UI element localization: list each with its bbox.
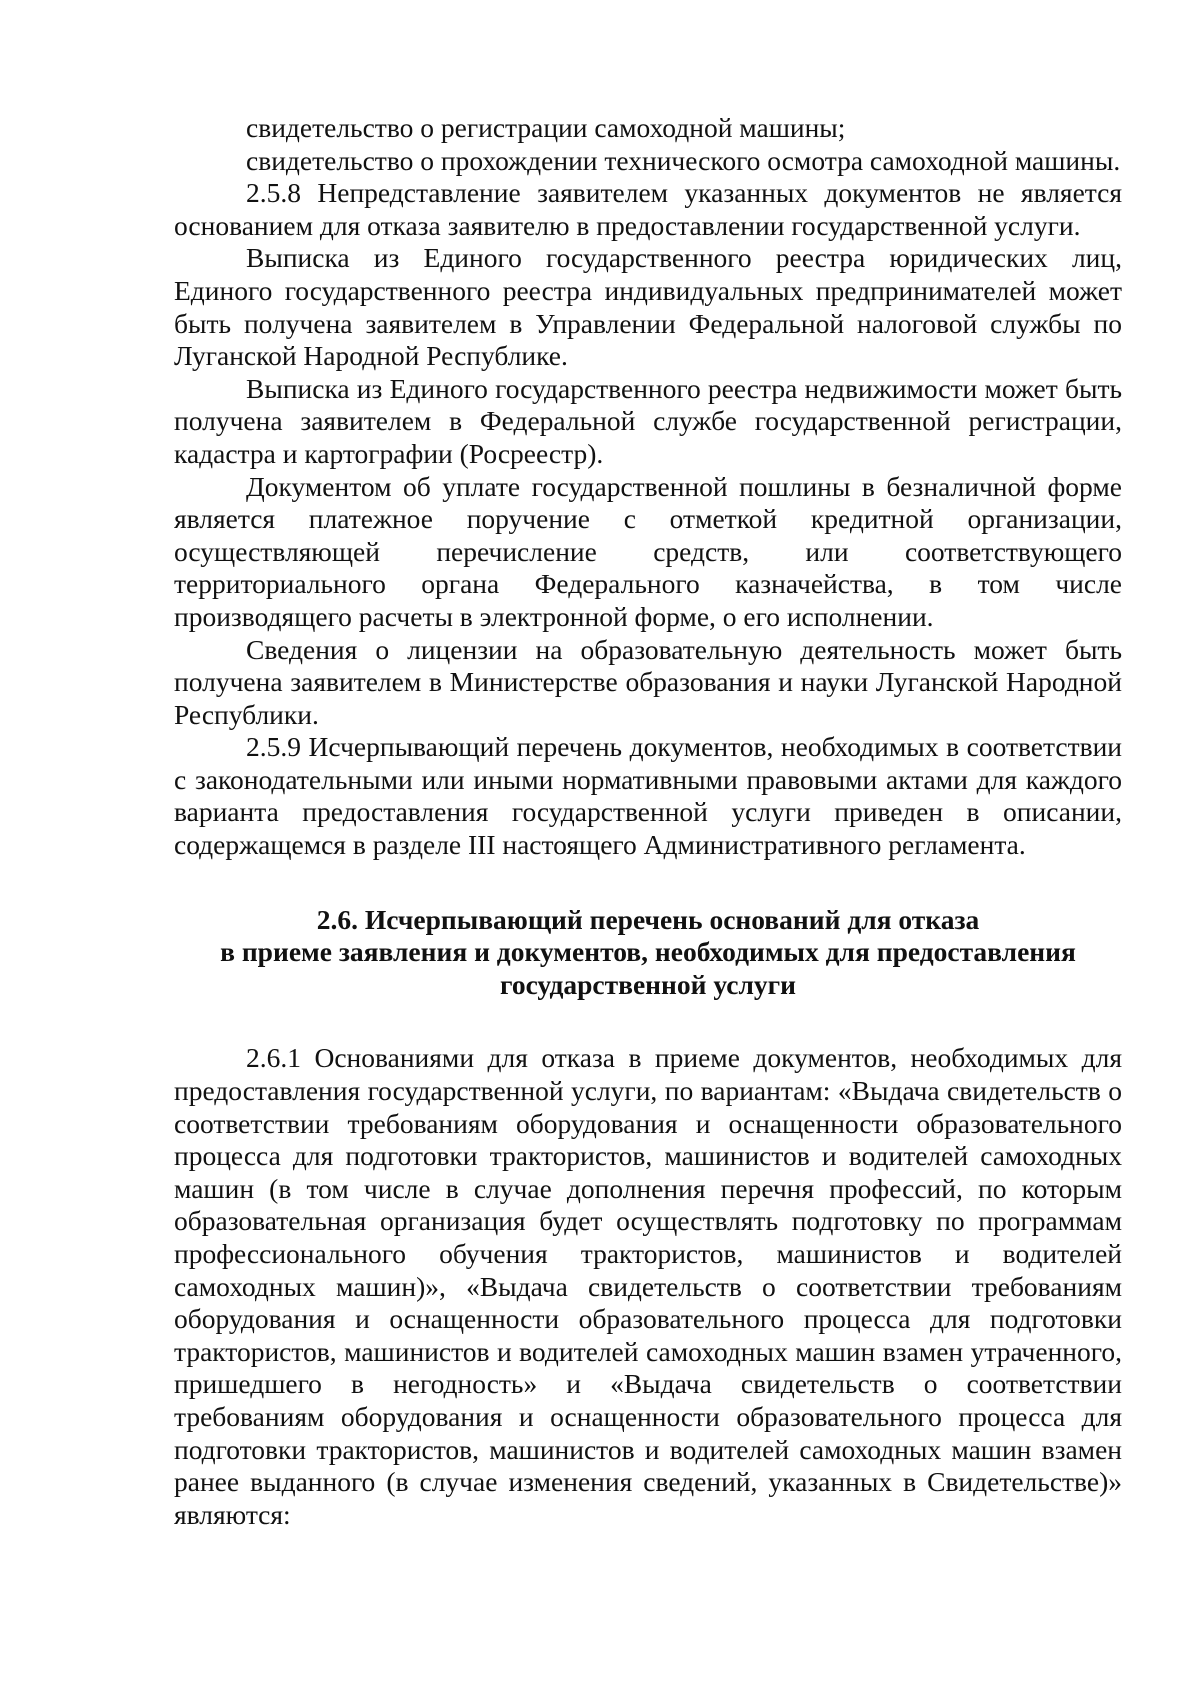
document-body: [174, 112, 1122, 1531]
paragraph-2-6-1: 2.6.1 Основаниями для отказа в приеме документов, необходимых для предоставления государственной услуги, по вариантам: «Выдача свидетельств о соответствии требованиям оборудования и оснащенности образовательного процесса для подготовки трактористов, машинистов и водителей самоходных машин (в том числе в случае дополнения перечня профессий, по которым образовательная организация будет осуществлять подготовку по программам профессионального обучения трактористов, машинистов и водителей самоходных машин)», «Выдача свидетельств о соответствии требованиям оборудования и оснащенности образовательного процесса для подготовки трактористов, машинистов и водителей самоходных машин взамен утраченного, пришедшего в негодность» и «Выдача свидетельств о соответствии требованиям оборудования и оснащенности образовательного процесса для подготовки трактористов, машинистов и водителей самоходных машин взамен ранее выданного (в случае изменения сведений, указанных в Свидетельстве)» являются:: [174, 1042, 1122, 1530]
paragraph-2-5-8: 2.5.8 Непредставление заявителем указанных документов не является основанием для отказа заявителю в предоставлении государственной услуги.: [174, 177, 1122, 241]
section-heading-line-1: 2.6. Исчерпывающий перечень оснований для отказа: [316, 903, 980, 935]
paragraph-egrul-extract: Выписка из Единого государственного реестра юридических лиц, Единого государственного реестра индивидуальных предпринимателей может быть получена заявителем в Управлении Федеральной налоговой службы по Луганской Народной Республике.: [174, 242, 1122, 372]
section-heading-2-6: [174, 904, 1122, 1002]
paragraph-fee-payment: Документом об уплате государственной пошлины в безналичной форме является платежное поручение с отметкой кредитной организации, осуществляющей перечисление средств, или соответствующего территориального органа Федерального казначейства, в том числе производящего расчеты в электронной форме, о его исполнении.: [174, 470, 1122, 632]
paragraph-egrn-extract: Выписка из Единого государственного реестра недвижимости может быть получена заявителем в Федеральной службе государственной регистрации, кадастра и картографии (Росреестр).: [174, 372, 1122, 469]
paragraph-inspection-certificate: свидетельство о прохождении технического осмотра самоходной машины.: [246, 144, 1121, 176]
paragraph-registration-certificate: свидетельство о регистрации самоходной машины;: [246, 112, 846, 143]
paragraph-license-info: Сведения о лицензии на образовательную деятельность может быть получена заявителем в Министерстве образования и науки Луганской Народной Республики.: [174, 633, 1122, 730]
section-heading-line-2: в приеме заявления и документов, необходимых для предоставления: [220, 936, 1076, 968]
paragraph-2-5-9: 2.5.9 Исчерпывающий перечень документов, необходимых в соответствии с законодательными или иными нормативными правовыми актами для каждого варианта предоставления государственной услуги приведен в описании, содержащемся в разделе III настоящего Административного регламента.: [174, 731, 1122, 861]
section-heading-line-3: государственной услуги: [500, 968, 796, 1000]
